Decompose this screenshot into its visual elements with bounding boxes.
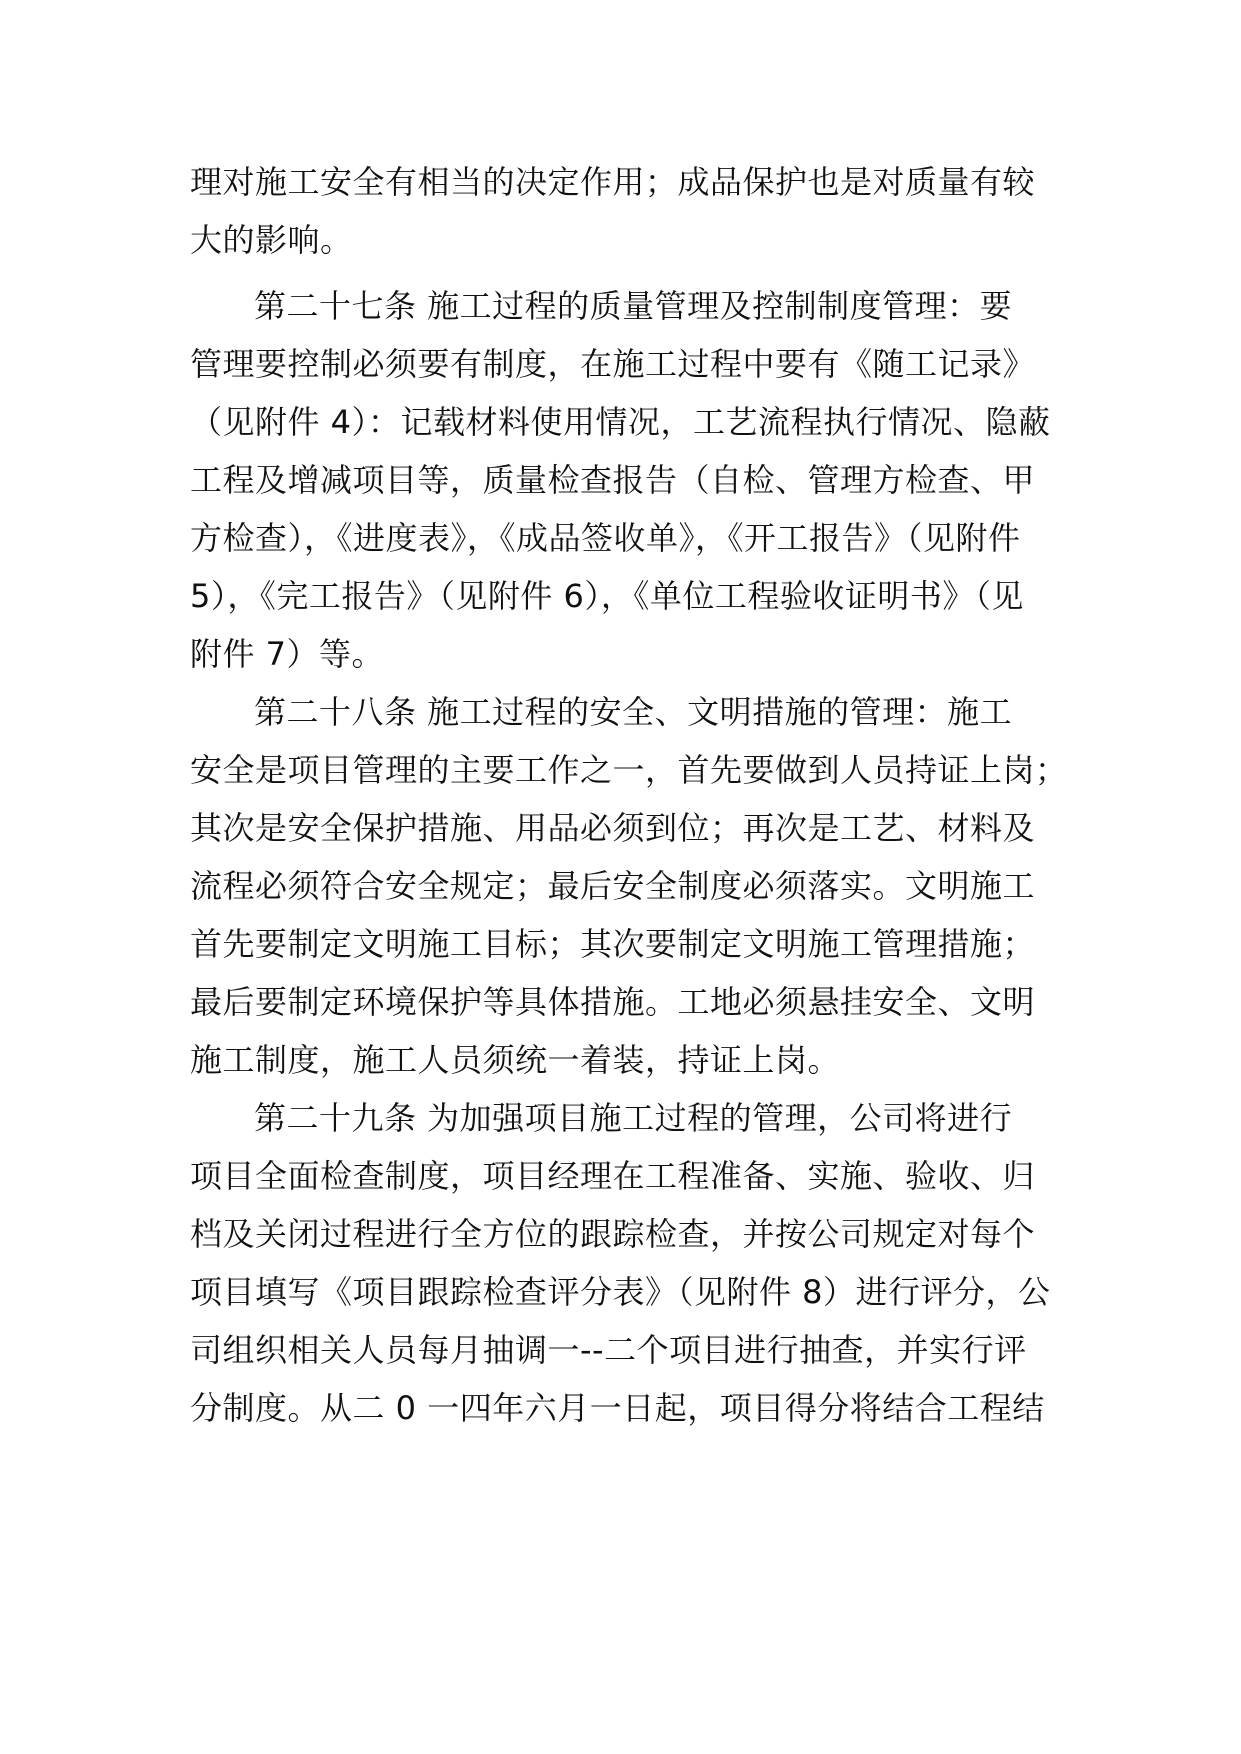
text-line: （见附件 4）：记载材料使用情况，工艺流程执行情况、隐蔽 [190, 403, 1051, 441]
text-line: 安全是项目管理的主要工作之一，首先要做到人员持证上岗； [190, 751, 1068, 789]
text-line: 流程必须符合安全规定；最后安全制度必须落实。文明施工 [190, 867, 1036, 905]
text-line: 项目填写《项目跟踪检查评分表》（见附件 8）进行评分，公 [190, 1273, 1051, 1311]
text-line: 附件 7）等。 [190, 635, 385, 673]
text-line: 施工制度，施工人员须统一着装，持证上岗。 [190, 1041, 841, 1079]
text-line: 理对施工安全有相当的决定作用；成品保护也是对质量有较 [190, 163, 1036, 201]
text-line: 管理要控制必须要有制度，在施工过程中要有《随工记录》 [190, 345, 1036, 383]
text-line: 分制度。从二 0 一四年六月一日起，项目得分将结合工程结 [190, 1389, 1045, 1427]
article-27-heading-line: 第二十七条 施工过程的质量管理及控制制度管理：要 [254, 287, 1013, 325]
text-line: 方检查），《进度表》，《成品签收单》，《开工报告》（见附件 [190, 519, 1021, 557]
text-line: 大的影响。 [190, 221, 353, 259]
text-line: 司组织相关人员每月抽调一--二个项目进行抽查，并实行评 [190, 1331, 1027, 1369]
article-29-heading-line: 第二十九条 为加强项目施工过程的管理，公司将进行 [254, 1099, 1013, 1137]
text-line: 工程及增减项目等，质量检查报告（自检、管理方检查、甲 [190, 461, 1036, 499]
article-28-heading-line: 第二十八条 施工过程的安全、文明措施的管理：施工 [254, 693, 1013, 731]
text-line: 首先要制定文明施工目标；其次要制定文明施工管理措施； [190, 925, 1036, 963]
text-line: 最后要制定环境保护等具体措施。工地必须悬挂安全、文明 [190, 983, 1036, 1021]
text-line: 其次是安全保护措施、用品必须到位；再次是工艺、材料及 [190, 809, 1036, 847]
text-line: 5），《完工报告》（见附件 6），《单位工程验收证明书》（见 [190, 577, 1024, 615]
text-line: 项目全面检查制度，项目经理在工程准备、实施、验收、归 [190, 1157, 1036, 1195]
text-line: 档及关闭过程进行全方位的跟踪检查，并按公司规定对每个 [190, 1215, 1036, 1253]
